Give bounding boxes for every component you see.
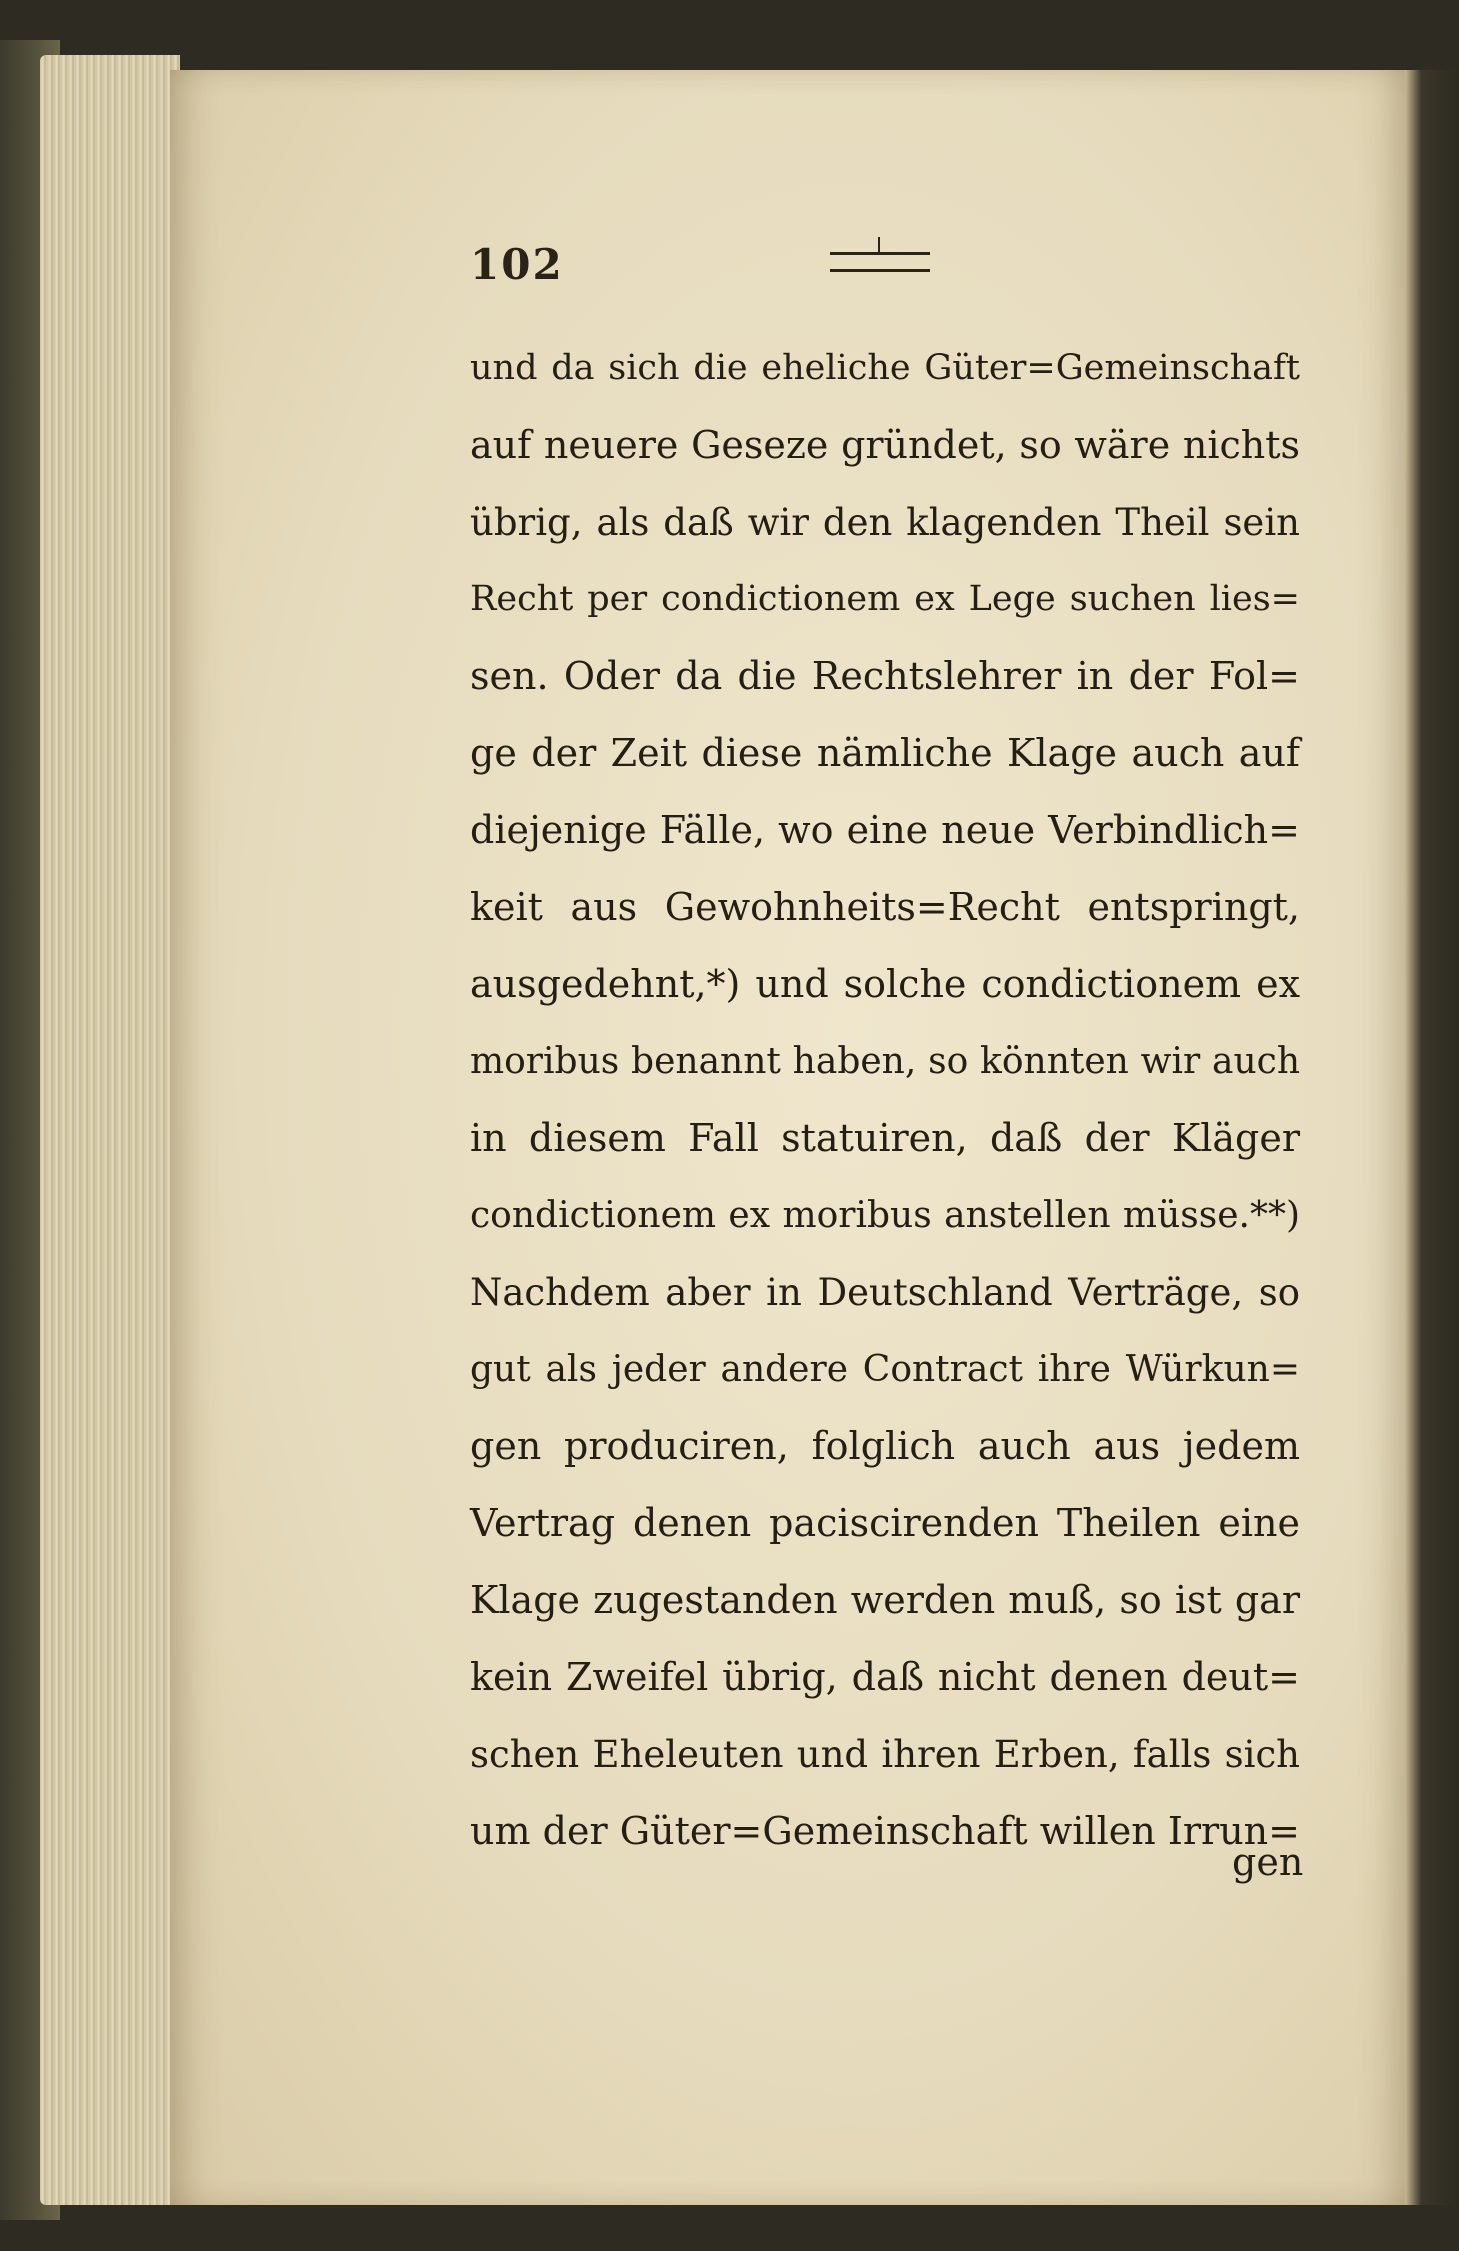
- body-text: [470, 330, 1300, 1870]
- page-edges: [40, 55, 180, 2205]
- text-line: Recht per condictionem ex Lege suchen lies=: [470, 579, 1300, 619]
- header-rule: [830, 252, 930, 272]
- text-line: diejenige Fälle, wo eine neue Verbindlich=: [470, 808, 1300, 852]
- text-line: Klage zugestanden werden muß, so ist gar: [470, 1578, 1300, 1622]
- text-line: schen Eheleuten und ihren Erben, falls sich: [470, 1733, 1300, 1776]
- text-line: Nachdem aber in Deutschland Verträge, so: [470, 1271, 1300, 1314]
- text-line: gut als jeder andere Contract ihre Würkun=: [470, 1349, 1300, 1390]
- text-line: condictionem ex moribus anstellen müsse.**): [470, 1195, 1300, 1236]
- text-line: sen. Oder da die Rechtslehrer in der Fol=: [470, 654, 1300, 698]
- text-line: übrig, als daß wir den klagenden Theil sein: [470, 501, 1300, 544]
- text-line: und da sich die eheliche Güter=Gemeinschaft: [470, 348, 1300, 388]
- text-line: ge der Zeit diese nämliche Klage auch auf: [470, 731, 1300, 775]
- text-line: ausgedehnt,*) und solche condictionem ex: [470, 962, 1300, 1006]
- catchword: gen: [1232, 1840, 1304, 1884]
- text-line: kein Zweifel übrig, daß nicht denen deut=: [470, 1655, 1300, 1699]
- text-line: keit aus Gewohnheits=Recht entspringt,: [470, 885, 1300, 929]
- text-line: Vertrag denen paciscirenden Theilen eine: [470, 1501, 1300, 1545]
- text-line: auf neuere Geseze gründet, so wäre nichts: [470, 423, 1300, 467]
- book-cover-right: [1405, 70, 1459, 2205]
- text-line: in diesem Fall statuiren, daß der Kläger: [470, 1116, 1300, 1160]
- text-line: um der Güter=Gemeinschaft willen Irrun=: [470, 1809, 1300, 1853]
- text-line: moribus benannt haben, so könnten wir auch: [470, 1041, 1300, 1082]
- text-line: gen produciren, folglich auch aus jedem: [470, 1424, 1300, 1468]
- page-number: 102: [470, 240, 564, 289]
